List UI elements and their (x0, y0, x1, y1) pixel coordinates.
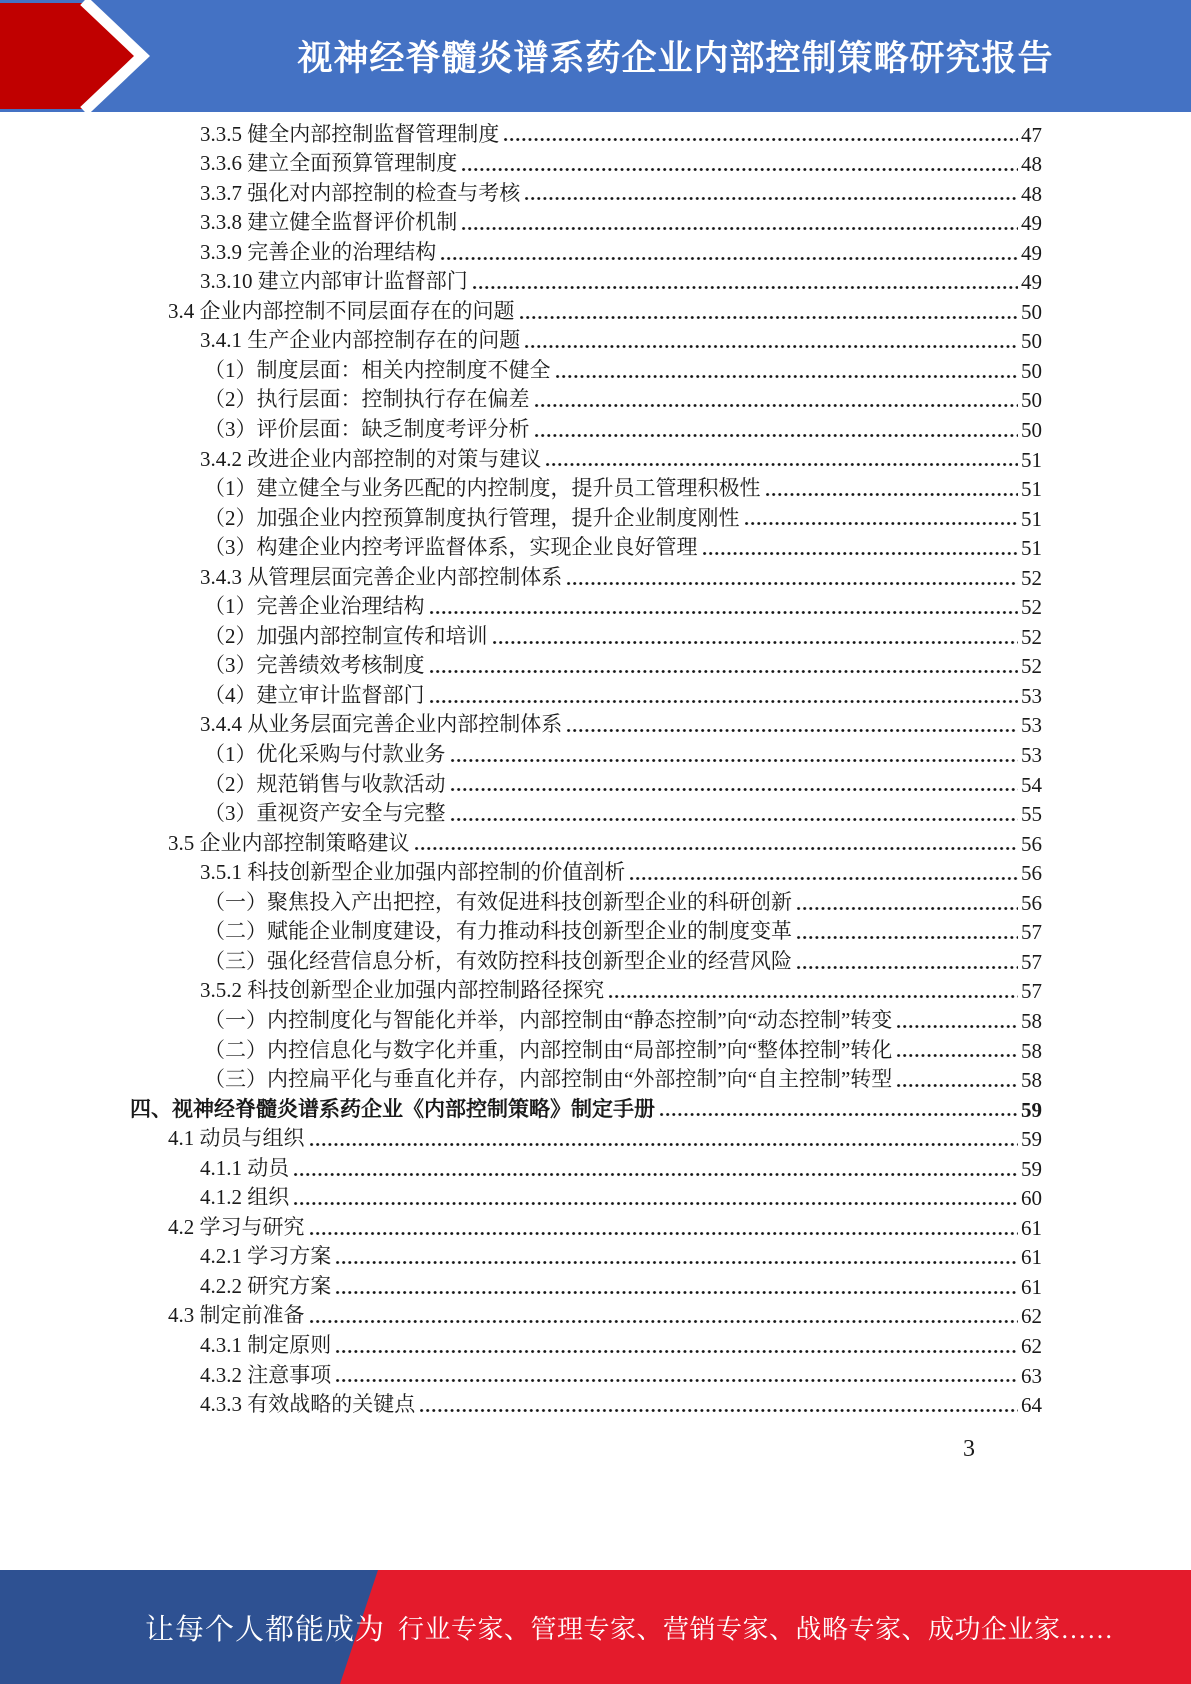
toc-entry-label: （三）强化经营信息分析，有效防控科技创新型企业的经营风险 (204, 948, 792, 973)
toc-entry[interactable] (130, 473, 1042, 503)
toc-dot-leader (504, 118, 1018, 148)
toc-entry-page-number: 56 (1021, 890, 1042, 915)
toc-entry-label: 4.1.1 动员 (200, 1155, 290, 1180)
toc-entry-page-number: 59 (1021, 1097, 1042, 1122)
toc-entry-page-number: 55 (1021, 802, 1042, 827)
toc-entry[interactable] (130, 354, 1042, 384)
toc-entry-page-number: 47 (1021, 122, 1042, 147)
toc-entry[interactable] (130, 1300, 1042, 1330)
toc-entry-label: 4.1 动员与组织 (168, 1126, 305, 1151)
page-title: 视神经脊髓炎谱系药企业内部控制策略研究报告 (297, 39, 1054, 78)
toc-entry-label: 3.3.8 建立健全监督评价机制 (200, 210, 458, 235)
toc-dot-leader (630, 857, 1018, 887)
toc-entry-page-number: 51 (1021, 447, 1042, 472)
toc-entry-label: （1）优化采购与付款业务 (204, 742, 446, 767)
toc-entry[interactable] (130, 798, 1042, 828)
toc-entry[interactable] (130, 591, 1042, 621)
toc-entry-page-number: 50 (1021, 329, 1042, 354)
toc-dot-leader (609, 975, 1018, 1005)
toc-entry-label: 4.3.3 有效战略的关键点 (200, 1392, 416, 1417)
toc-entry[interactable] (130, 502, 1042, 532)
toc-dot-leader (451, 768, 1019, 798)
toc-entry[interactable] (130, 266, 1042, 296)
toc-dot-leader (336, 1241, 1018, 1271)
toc-entry-label: 3.4.2 改进企业内部控制的对策与建议 (200, 446, 542, 471)
toc-entry-label: 4.2.1 学习方案 (200, 1244, 332, 1269)
toc-entry[interactable] (130, 207, 1042, 237)
toc-entry-label: （2）加强企业内控预算制度执行管理，提升企业制度刚性 (204, 505, 740, 530)
toc-entry-page-number: 56 (1021, 831, 1042, 856)
toc-entry-page-number: 59 (1021, 1156, 1042, 1181)
toc-entry[interactable] (130, 295, 1042, 325)
toc-entry-page-number: 50 (1021, 358, 1042, 383)
toc-entry-page-number: 49 (1021, 270, 1042, 295)
toc-dot-leader (310, 1300, 1019, 1330)
toc-entry-page-number: 48 (1021, 152, 1042, 177)
toc-entry[interactable] (130, 177, 1042, 207)
toc-entry-label: 4.2.2 研究方案 (200, 1273, 332, 1298)
toc-entry-page-number: 62 (1021, 1333, 1042, 1358)
toc-entry-page-number: 50 (1021, 299, 1042, 324)
toc-entry-page-number: 53 (1021, 743, 1042, 768)
toc-entry-label: （2）加强内部控制宣传和培训 (204, 623, 488, 648)
toc-entry-label: （3）评价层面：缺乏制度考评分析 (204, 417, 530, 442)
toc-dot-leader (567, 561, 1018, 591)
toc-entry-page-number: 53 (1021, 713, 1042, 738)
toc-dot-leader (520, 295, 1019, 325)
toc-dot-leader (336, 1359, 1018, 1389)
toc-entry-label: （一）聚焦投入产出把控，有效促进科技创新型企业的科研创新 (204, 889, 792, 914)
page-number: 3 (963, 1436, 975, 1462)
toc-entry-label: 3.4.3 从管理层面完善企业内部控制体系 (200, 564, 563, 589)
toc-dot-leader (441, 236, 1018, 266)
toc-entry[interactable] (130, 1123, 1042, 1153)
toc-entry[interactable] (130, 827, 1042, 857)
toc-entry-label: （二）内控信息化与数字化并重，内部控制由“局部控制”向“整体控制”转化 (204, 1037, 893, 1062)
toc-entry-page-number: 51 (1021, 536, 1042, 561)
toc-dot-leader (897, 1004, 1018, 1034)
toc-entry-page-number: 56 (1021, 861, 1042, 886)
toc-dot-leader (660, 1093, 1018, 1123)
toc-entry[interactable] (130, 443, 1042, 473)
toc-entry-label: （3）重视资产安全与完整 (204, 801, 446, 826)
toc-dot-leader (745, 502, 1019, 532)
toc-dot-leader (797, 886, 1018, 916)
footer-banner (0, 1570, 1191, 1684)
toc-entry-label: （一）内控制度化与智能化并举，内部控制由“静态控制”向“动态控制”转变 (204, 1007, 893, 1032)
toc-entry[interactable] (130, 1270, 1042, 1300)
toc-entry-page-number: 58 (1021, 1038, 1042, 1063)
toc-entry[interactable] (130, 650, 1042, 680)
toc-dot-leader (525, 177, 1018, 207)
toc-dot-leader (451, 738, 1019, 768)
toc-entry[interactable] (130, 857, 1042, 887)
toc-entry[interactable] (130, 118, 1042, 148)
toc-dot-leader (430, 679, 1019, 709)
toc-entry-page-number: 52 (1021, 654, 1042, 679)
toc-entry-label: 3.3.9 完善企业的治理结构 (200, 239, 437, 264)
toc-entry[interactable] (130, 1329, 1042, 1359)
toc-dot-leader (310, 1211, 1019, 1241)
toc-entry-label: 3.4.1 生产企业内部控制存在的问题 (200, 328, 521, 353)
footer-experts-text: 行业专家、管理专家、营销专家、战略专家、成功企业家…… (398, 1614, 1114, 1644)
toc-entry[interactable] (130, 679, 1042, 709)
toc-entry-label: 四、视神经脊髓炎谱系药企业《内部控制策略》制定手册 (130, 1096, 655, 1121)
toc-entry[interactable] (130, 1093, 1042, 1123)
toc-entry[interactable] (130, 1034, 1042, 1064)
toc-entry-label: 3.5 企业内部控制策略建议 (168, 830, 410, 855)
toc-dot-leader (703, 532, 1019, 562)
toc-dot-leader (797, 916, 1018, 946)
toc-dot-leader (535, 413, 1019, 443)
toc-entry-label: 3.4.4 从业务层面完善企业内部控制体系 (200, 712, 563, 737)
toc-entry-label: （4）建立审计监督部门 (204, 682, 425, 707)
toc-entry[interactable] (130, 620, 1042, 650)
toc-entry-page-number: 48 (1021, 181, 1042, 206)
toc-dot-leader (420, 1389, 1018, 1419)
toc-dot-leader (525, 325, 1018, 355)
toc-entry[interactable] (130, 1152, 1042, 1182)
toc-dot-leader (294, 1152, 1018, 1182)
toc-dot-leader (546, 443, 1018, 473)
toc-entry-page-number: 60 (1021, 1186, 1042, 1211)
toc-entry-label: 3.4 企业内部控制不同层面存在的问题 (168, 298, 515, 323)
toc-entry[interactable] (130, 768, 1042, 798)
toc-entry-page-number: 62 (1021, 1304, 1042, 1329)
toc-entry[interactable] (130, 413, 1042, 443)
toc-dot-leader (556, 354, 1019, 384)
toc-entry-label: 3.3.5 健全内部控制监督管理制度 (200, 121, 500, 146)
toc-entry-page-number: 51 (1021, 506, 1042, 531)
toc-entry-label: （1）建立健全与业务匹配的内控制度，提升员工管理积极性 (204, 476, 761, 501)
toc-entry-label: 3.5.2 科技创新型企业加强内部控制路径探究 (200, 978, 605, 1003)
toc-entry[interactable] (130, 325, 1042, 355)
toc-dot-leader (415, 827, 1019, 857)
toc-dot-leader (336, 1270, 1018, 1300)
toc-dot-leader (535, 384, 1019, 414)
toc-entry[interactable] (130, 1389, 1042, 1419)
toc-entry[interactable] (130, 384, 1042, 414)
toc-entry-page-number: 61 (1021, 1245, 1042, 1270)
toc-entry[interactable] (130, 709, 1042, 739)
toc-entry-page-number: 61 (1021, 1215, 1042, 1240)
toc-entry-page-number: 57 (1021, 920, 1042, 945)
toc-entry-label: （2）执行层面：控制执行存在偏差 (204, 387, 530, 412)
toc-dot-leader (310, 1123, 1019, 1153)
toc-entry-label: （三）内控扁平化与垂直化并存，内部控制由“外部控制”向“自主控制”转型 (204, 1067, 893, 1092)
toc-entry-page-number: 52 (1021, 595, 1042, 620)
header-banner (0, 0, 1191, 112)
toc-dot-leader (462, 148, 1018, 178)
toc-entry-page-number: 58 (1021, 1008, 1042, 1033)
toc-dot-leader (897, 1034, 1018, 1064)
toc-entry-page-number: 49 (1021, 211, 1042, 236)
toc-entry[interactable] (130, 886, 1042, 916)
toc-entry-label: 3.3.7 强化对内部控制的检查与考核 (200, 180, 521, 205)
toc-entry[interactable] (130, 738, 1042, 768)
toc-entry-label: 4.3.2 注意事项 (200, 1362, 332, 1387)
toc-entry-page-number: 49 (1021, 240, 1042, 265)
toc-dot-leader (473, 266, 1018, 296)
toc-entry[interactable] (130, 945, 1042, 975)
toc-entry-page-number: 57 (1021, 949, 1042, 974)
toc-entry[interactable] (130, 975, 1042, 1005)
toc-entry-label: （3）构建企业内控考评监督体系，实现企业良好管理 (204, 535, 698, 560)
footer-slogan: 让每个人都能成为 (145, 1613, 386, 1646)
toc-entry-label: 3.3.10 建立内部审计监督部门 (200, 269, 468, 294)
toc-entry-label: （二）赋能企业制度建设，有力推动科技创新型企业的制度变革 (204, 919, 792, 944)
toc-dot-leader (493, 620, 1019, 650)
toc-entry-label: 4.3 制定前准备 (168, 1303, 305, 1328)
toc-entry-label: （3）完善绩效考核制度 (204, 653, 425, 678)
toc-entry-page-number: 52 (1021, 565, 1042, 590)
toc-entry-label: 3.3.6 建立全面预算管理制度 (200, 151, 458, 176)
toc-entry-label: 4.1.2 组织 (200, 1185, 290, 1210)
toc-entry-label: （1）制度层面：相关内控制度不健全 (204, 357, 551, 382)
toc-entry[interactable] (130, 148, 1042, 178)
toc-entry-label: 4.2 学习与研究 (168, 1214, 305, 1239)
toc-entry-page-number: 57 (1021, 979, 1042, 1004)
toc-entry[interactable] (130, 1359, 1042, 1389)
toc-entry-page-number: 50 (1021, 418, 1042, 443)
toc-entry[interactable] (130, 561, 1042, 591)
table-of-contents (130, 118, 1042, 1418)
toc-dot-leader (797, 945, 1018, 975)
toc-entry-label: 3.5.1 科技创新型企业加强内部控制的价值剖析 (200, 860, 626, 885)
toc-dot-leader (294, 1182, 1018, 1212)
toc-entry-page-number: 59 (1021, 1127, 1042, 1152)
toc-entry-page-number: 50 (1021, 388, 1042, 413)
toc-dot-leader (451, 798, 1019, 828)
toc-entry-page-number: 52 (1021, 624, 1042, 649)
toc-dot-leader (897, 1064, 1018, 1094)
toc-entry-label: （1）完善企业治理结构 (204, 594, 425, 619)
red-chevron-arrow-icon (0, 0, 170, 112)
toc-entry[interactable] (130, 532, 1042, 562)
toc-entry-page-number: 58 (1021, 1068, 1042, 1093)
toc-entry[interactable] (130, 1211, 1042, 1241)
toc-entry-label: （2）规范销售与收款活动 (204, 771, 446, 796)
toc-entry-page-number: 64 (1021, 1393, 1042, 1418)
toc-entry[interactable] (130, 1004, 1042, 1034)
toc-entry[interactable] (130, 1182, 1042, 1212)
toc-dot-leader (336, 1329, 1018, 1359)
toc-entry[interactable] (130, 1241, 1042, 1271)
toc-dot-leader (430, 650, 1019, 680)
toc-entry[interactable] (130, 1064, 1042, 1094)
toc-entry[interactable] (130, 236, 1042, 266)
toc-entry-page-number: 54 (1021, 772, 1042, 797)
toc-dot-leader (462, 207, 1018, 237)
toc-dot-leader (430, 591, 1019, 621)
toc-dot-leader (567, 709, 1018, 739)
toc-entry-page-number: 61 (1021, 1274, 1042, 1299)
toc-entry[interactable] (130, 916, 1042, 946)
toc-entry-page-number: 53 (1021, 683, 1042, 708)
toc-entry-page-number: 51 (1021, 477, 1042, 502)
toc-entry-label: 4.3.1 制定原则 (200, 1332, 332, 1357)
toc-entry-page-number: 63 (1021, 1363, 1042, 1388)
toc-dot-leader (766, 473, 1019, 503)
